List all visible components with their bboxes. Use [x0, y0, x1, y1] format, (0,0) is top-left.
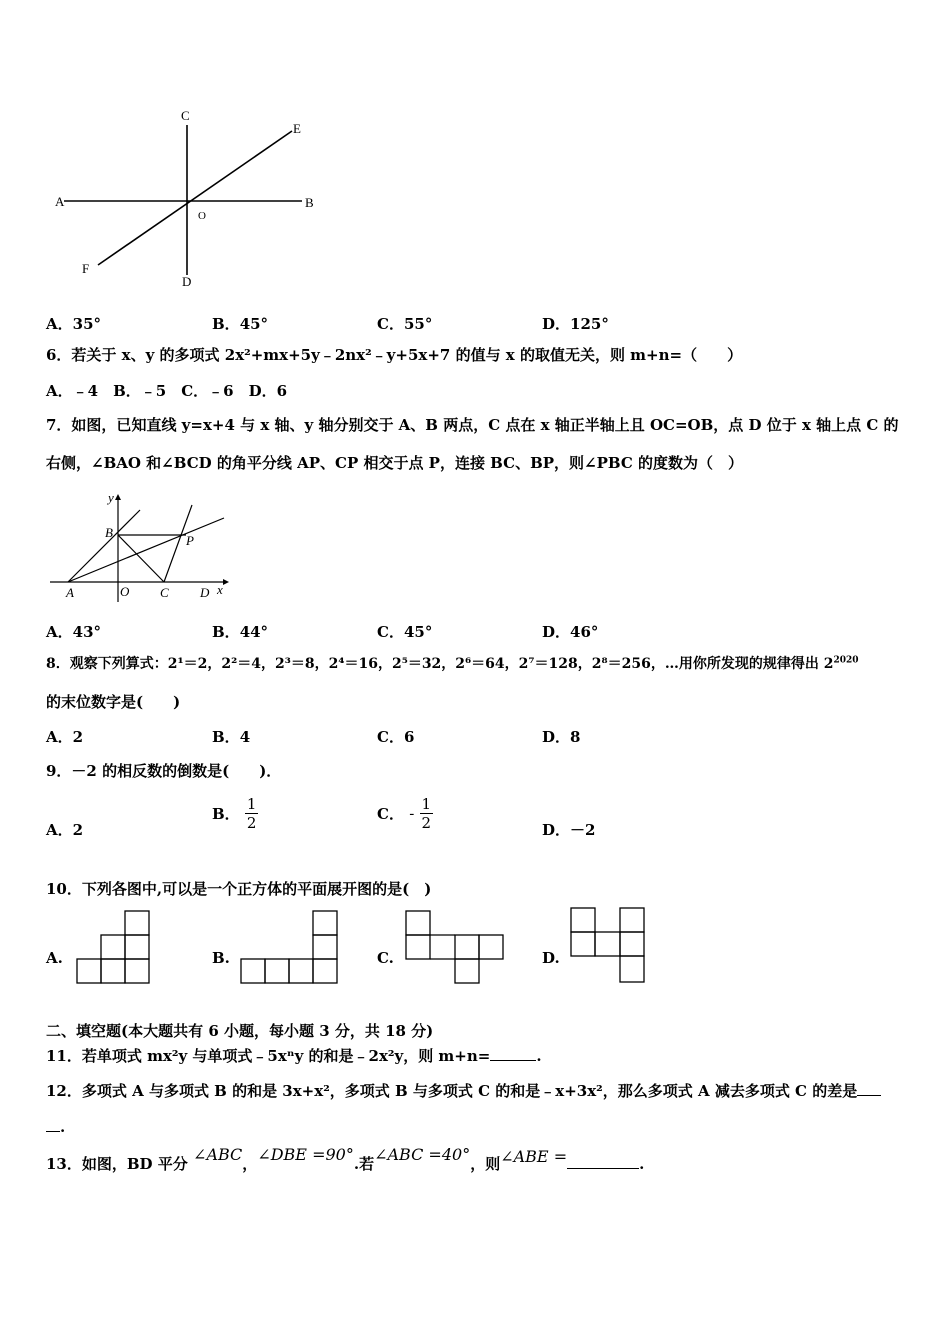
q11-end: .	[536, 1047, 542, 1065]
q12-stem-line2	[46, 1118, 65, 1136]
q9-stem: 9．－2 的相反数的倒数是( )．	[46, 762, 282, 780]
q10-label-b[interactable]: B.	[212, 949, 230, 967]
option-letter: C．	[377, 805, 404, 823]
q12-end: .	[60, 1118, 66, 1136]
option-text: 35°	[72, 315, 102, 333]
option-text: 4	[239, 728, 251, 746]
numerator: 1	[246, 795, 257, 813]
option-letter: B．	[212, 728, 240, 746]
q8-option-d[interactable]	[542, 726, 580, 747]
q8-prefix: 8．观察下列算式：	[46, 656, 168, 672]
q12-stem-line1	[46, 1080, 881, 1101]
q6-options[interactable]: A．﹣4 B．﹣5 C．﹣6 D．6	[46, 382, 288, 400]
option-letter: D．	[542, 623, 571, 641]
q8-stem-line2: 的末位数字是( )	[46, 693, 181, 711]
q10-stem: 10．下列各图中,可以是一个正方体的平面展开图的是( )	[46, 880, 432, 898]
option-letter: D．	[542, 315, 571, 333]
option-letter: A．	[46, 623, 73, 641]
q8-stem-line1	[46, 653, 859, 673]
label-y: y	[108, 490, 114, 505]
label-b: B	[105, 525, 113, 540]
label-a: A	[66, 585, 74, 600]
q7-option-c[interactable]	[377, 621, 432, 642]
option-letter: A．	[46, 315, 73, 333]
q11-answer-blank[interactable]	[490, 1060, 536, 1061]
label-c: C	[181, 108, 190, 123]
option-text: 125°	[570, 315, 609, 333]
option-text: 44°	[239, 623, 269, 641]
label-o: O	[120, 584, 130, 599]
q12-text: 12．多项式 A 与多项式 B 的和是 3x+x²，多项式 B 与多项式 C 的和是﹣x+3x²，那么多项式 A 减去多项式 C 的差是	[46, 1082, 858, 1100]
q5-option-a[interactable]	[46, 313, 101, 334]
option-text: 8	[570, 728, 581, 746]
angle-dbe-equation: ∠DBE =90°	[257, 1145, 354, 1164]
figure-q5-intersecting-lines	[50, 105, 330, 290]
q5-option-c[interactable]	[377, 313, 432, 334]
label-f: F	[82, 261, 90, 276]
q13-prefix: 13．如图，BD 平分	[46, 1155, 188, 1173]
option-letter: B．	[212, 805, 240, 823]
option-text: 45°	[403, 623, 433, 641]
denominator: 2	[421, 814, 432, 832]
q12-answer-blank-cont[interactable]	[46, 1131, 60, 1132]
q13-end: .	[639, 1155, 645, 1173]
q7-stem-line2: 右侧，∠BAO 和∠BCD 的角平分线 AP、CP 相交于点 P，连接 BC、BP，则∠PBC 的度数为（ ）	[46, 454, 743, 472]
section-title-fill-in: 二、填空题(本大题共有 6 小题，每小题 3 分，共 18 分)	[46, 1022, 434, 1040]
q6-stem: 6．若关于 x、y 的多项式 2x²+mx+5y﹣2nx²﹣y+5x+7 的值与 x 的取值无关，则 m+n=（ ）	[46, 346, 743, 364]
q10-net-d[interactable]	[570, 906, 650, 986]
q9-option-c[interactable]	[377, 795, 433, 832]
fraction	[420, 795, 434, 832]
label-x: x	[217, 582, 223, 597]
separator: .若	[353, 1155, 375, 1173]
option-letter: B．	[212, 623, 240, 641]
q7-option-a[interactable]	[46, 621, 101, 642]
q5-option-b[interactable]	[212, 313, 268, 334]
option-letter: A．	[46, 728, 73, 746]
q10-label-d[interactable]: D.	[542, 949, 560, 967]
separator: ，则	[470, 1155, 501, 1173]
separator: ，	[242, 1155, 258, 1173]
denominator: 2	[246, 814, 257, 832]
option-text: 45°	[239, 315, 269, 333]
q8-option-c[interactable]	[377, 726, 414, 747]
q10-net-c[interactable]	[405, 908, 507, 984]
angle-abc: ∠ABC	[193, 1145, 243, 1164]
q13-stem	[46, 1145, 645, 1174]
option-letter: D．	[542, 728, 571, 746]
option-text: 2	[72, 728, 84, 746]
q8-powers: 2¹＝2，2²＝4，2³＝8，2⁴＝16，2⁵＝32，2⁶＝64，2⁷＝128，2⁸＝256，…用你所发现的规律得出 2	[167, 656, 834, 672]
q10-net-b[interactable]	[240, 908, 340, 984]
option-text: 43°	[72, 623, 102, 641]
label-e: E	[293, 121, 301, 136]
q7-option-b[interactable]	[212, 621, 268, 642]
label-p: P	[186, 533, 194, 548]
q11-stem	[46, 1045, 542, 1066]
q10-net-a[interactable]	[76, 908, 152, 984]
label-o: O	[198, 210, 206, 222]
angle-abc-equation: ∠ABC =40°	[374, 1145, 471, 1164]
label-a: A	[55, 194, 65, 209]
q13-answer-blank[interactable]	[567, 1168, 639, 1169]
q7-stem-line1: 7．如图，已知直线 y=x+4 与 x 轴、y 轴分别交于 A、B 两点，C 点在 x 轴正半轴上且 OC=OB，点 D 位于 x 轴上点 C 的	[46, 416, 899, 434]
label-b: B	[305, 195, 314, 210]
option-letter: C．	[377, 623, 404, 641]
q9-option-d[interactable]: D．－2	[542, 821, 596, 839]
option-text: 46°	[570, 623, 599, 641]
q12-answer-blank[interactable]	[857, 1095, 881, 1096]
option-text: 6	[403, 728, 415, 746]
figure-q7-coordinate	[48, 490, 233, 605]
q11-text: 11．若单项式 mx²y 与单项式﹣5xⁿy 的和是﹣2x²y，则 m+n=	[46, 1047, 491, 1065]
option-text: 55°	[403, 315, 433, 333]
option-letter: C．	[377, 728, 404, 746]
q5-option-d[interactable]	[542, 313, 609, 334]
q10-label-a[interactable]: A.	[46, 949, 63, 967]
q8-option-b[interactable]	[212, 726, 250, 747]
fraction	[245, 795, 259, 832]
q7-option-d[interactable]	[542, 621, 598, 642]
option-letter: B．	[212, 315, 240, 333]
angle-abe-equation: ∠ABE =	[500, 1147, 568, 1166]
q8-exponent: 2020	[833, 655, 859, 666]
label-d: D	[200, 585, 210, 600]
label-c: C	[160, 585, 169, 600]
q9-option-a[interactable]: A．2	[46, 821, 84, 839]
q10-label-c[interactable]: C.	[377, 949, 394, 967]
q8-option-a[interactable]	[46, 726, 83, 747]
minus-sign: -	[409, 804, 415, 823]
q9-option-b[interactable]	[212, 795, 258, 832]
option-letter: C．	[377, 315, 404, 333]
numerator: 1	[421, 795, 432, 813]
label-d: D	[182, 274, 192, 289]
